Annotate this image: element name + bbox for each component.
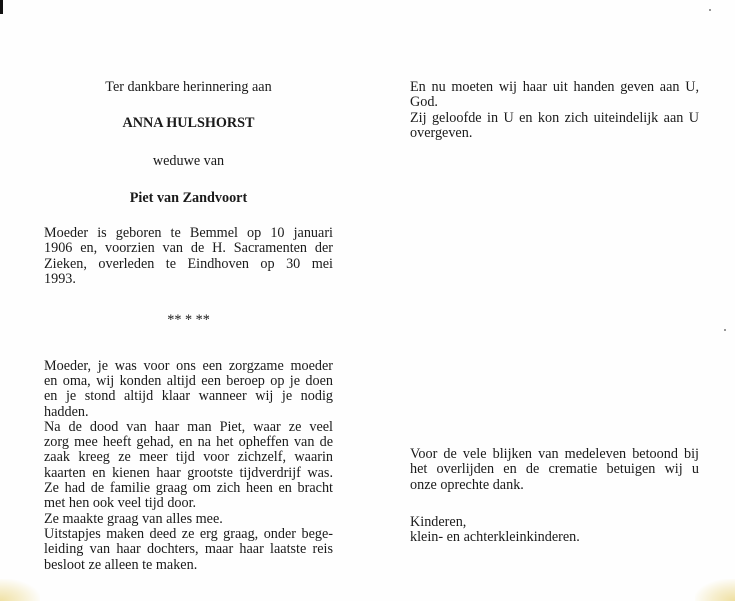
spouse-name: Piet van Zandvoort — [129, 189, 248, 206]
separator-stars: ** * ** — [167, 312, 210, 329]
verse-paragraph — [410, 80, 699, 141]
paragraph-line: zorg mee heeft gehad, en na het opheffen van de — [44, 434, 333, 451]
paper-stain-right — [695, 579, 735, 601]
birth-death-paragraph — [44, 226, 333, 287]
right-column — [410, 80, 699, 141]
paragraph-line: 1906 en, voorzien van de H. Sacramenten der — [44, 240, 333, 257]
paragraph-line: Moeder is geboren te Bemmel op 10 januari — [44, 225, 333, 242]
paragraph-line: onze oprechte dank. — [410, 476, 524, 493]
deceased-name: ANNA HULSHORST — [122, 115, 255, 132]
paragraph-line: zaak kreeg ze meer tijd voor zichzelf, waarin — [44, 449, 333, 466]
signature-line: klein- en achterkleinkinderen. — [410, 529, 580, 546]
paragraph-line: Na de dood van haar man Piet, waar ze veel — [44, 418, 333, 435]
paragraph-line: Ze had de familie graag om zich heen en bracht — [44, 480, 333, 497]
paragraph-line: Zij geloofde in U en kon zich uiteindelijk aan U — [410, 109, 699, 126]
paragraph-line: het overlijden en de crematie betuigen wij u — [410, 461, 699, 478]
paragraph-line: met hen ook veel tijd door. — [44, 495, 197, 512]
signature-line: Kinderen, — [410, 513, 467, 530]
scan-edge-mark — [0, 0, 3, 14]
paragraph-line: 1993. — [44, 271, 76, 288]
thanks-block — [410, 447, 699, 545]
paragraph-line: Moeder, je was voor ons een zorgzame moeder — [44, 357, 333, 374]
scan-speck — [709, 9, 711, 11]
paragraph-line: En nu moeten wij haar uit handen geven aan U, — [410, 79, 699, 95]
scan-speck — [724, 329, 726, 331]
paragraph-line: leiding van haar dochters, maar haar laatste reis — [44, 541, 333, 558]
paragraph-line: Uitstapjes maken deed ze erg graag, onder bege- — [44, 525, 333, 542]
intro-line: Ter dankbare herinnering aan — [105, 79, 272, 95]
paper-stain-left — [0, 579, 40, 601]
paragraph-line: overgeven. — [410, 124, 473, 141]
left-column — [44, 80, 333, 573]
paragraph-line: Voor de vele blijken van medeleven betoond bij — [410, 446, 699, 462]
paragraph-line: hadden. — [44, 403, 89, 420]
paragraph-line: en oma, wij konden altijd een beroep op je doen — [44, 372, 333, 389]
paragraph-line: kaarten en kienen haar grootste tijdverdrijf was. — [44, 464, 333, 481]
paragraph-line: God. — [410, 94, 438, 111]
paragraph-line: Ze maakte graag van alles mee. — [44, 510, 223, 527]
relation-line: weduwe van — [152, 152, 225, 169]
memory-paragraph — [44, 359, 333, 573]
thanks-paragraph — [410, 447, 699, 493]
paragraph-line: Zieken, overleden te Eindhoven op 30 mei — [44, 255, 333, 272]
paragraph-line: en je stond altijd klaar wanneer wij je nodig — [44, 388, 333, 405]
paragraph-line: besloot ze alleen te maken. — [44, 556, 198, 573]
